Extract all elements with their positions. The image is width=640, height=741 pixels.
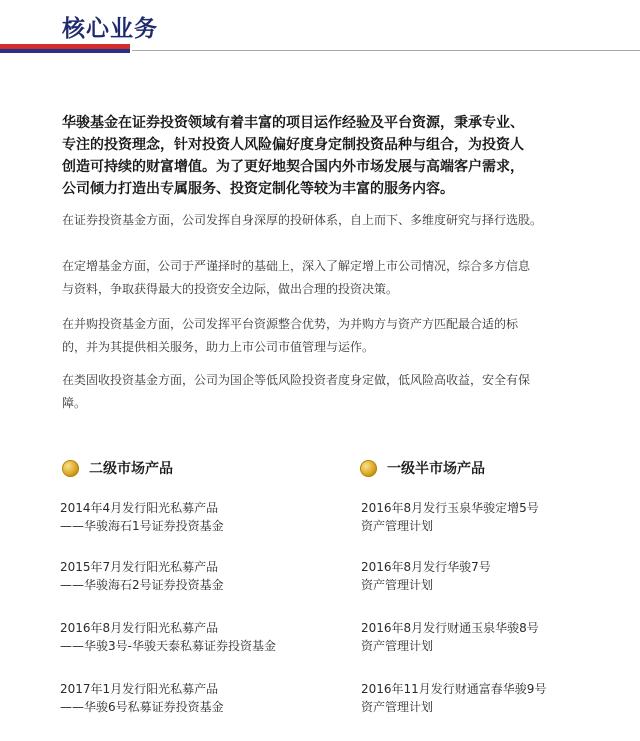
product-name-line: ——华骏3号-华骏天泰私募证券投资基金	[60, 639, 276, 653]
product-name-line: ——华骏海石1号证券投资基金	[60, 519, 224, 533]
intro-line: 公司倾力打造出专属服务、投资定制化等较为丰富的服务内容。	[62, 181, 454, 197]
semi-primary-market-heading-text: 一级半市场产品	[387, 461, 485, 477]
paragraph-fixed-income-fund	[62, 369, 592, 415]
paragraph-private-placement-fund	[62, 255, 592, 301]
page-title: 核心业务	[62, 16, 158, 42]
product-name-line: ——华骏6号私募证券投资基金	[60, 700, 224, 714]
secondary-product-item	[60, 680, 224, 716]
intro-line: 创造可持续的财富增值。为了更好地契合国内外市场发展与高端客户需求，	[62, 159, 524, 175]
product-name-line: 资产管理计划	[361, 578, 434, 592]
semi-primary-product-item	[361, 499, 539, 535]
paragraph-line: 在并购投资基金方面，公司发挥平台资源整合优势，为并购方与资产方匹配最合适的标	[62, 317, 519, 331]
semi-primary-product-item	[361, 558, 491, 594]
paragraph-line: 在证券投资基金方面，公司发挥自身深厚的投研体系，自上而下、多维度研究与择行选股。	[62, 213, 543, 227]
header-divider	[132, 50, 640, 51]
intro-line: 专注的投资理念，针对投资人风险偏好度身定制投资品种与组合，为投资人	[62, 137, 524, 153]
paragraph-line: 在类固收投资基金方面，公司为国企等低风险投资者度身定做，低风险高收益，安全有保	[62, 373, 531, 387]
secondary-product-item	[60, 499, 224, 535]
secondary-market-heading-text: 二级市场产品	[89, 461, 173, 477]
semi-primary-product-item	[361, 619, 539, 655]
product-issue-line: 2017年1月发行阳光私募产品	[60, 682, 219, 696]
product-name-line: 资产管理计划	[361, 519, 434, 533]
intro-line: 华骏基金在证券投资领域有着丰富的项目运作经验及平台资源，秉承专业、	[62, 115, 524, 131]
semi-primary-market-heading	[360, 458, 485, 478]
semi-primary-product-item	[361, 680, 546, 716]
product-name-line: 资产管理计划	[361, 700, 434, 714]
product-issue-line: 2016年11月发行财通富春华骏9号	[361, 682, 547, 696]
product-issue-line: 2016年8月发行财通玉泉华骏8号	[361, 621, 539, 635]
product-issue-line: 2015年7月发行阳光私募产品	[60, 560, 219, 574]
paragraph-line: 障。	[62, 396, 87, 410]
secondary-market-heading	[62, 458, 173, 478]
product-issue-line: 2016年8月发行华骏7号	[361, 560, 491, 574]
product-issue-line: 2016年8月发行玉泉华骏定增5号	[361, 501, 539, 515]
product-issue-line: 2014年4月发行阳光私募产品	[60, 501, 219, 515]
paragraph-line: 与资料，争取获得最大的投资安全边际，做出合理的投资决策。	[62, 282, 399, 296]
product-issue-line: 2016年8月发行阳光私募产品	[60, 621, 219, 635]
intro-paragraph	[62, 112, 592, 200]
paragraph-line: 的，并为其提供相关服务，助力上市公司市值管理与运作。	[62, 340, 375, 354]
product-name-line: 资产管理计划	[361, 639, 434, 653]
paragraph-line: 在定增基金方面，公司于严谨择时的基础上，深入了解定增上市公司情况，综合多方信息	[62, 259, 531, 273]
secondary-product-item	[60, 619, 276, 655]
gold-coin-icon	[360, 460, 377, 477]
accent-band-navy	[0, 49, 130, 53]
title-accent-band	[0, 44, 130, 54]
secondary-product-item	[60, 558, 224, 594]
gold-coin-icon	[62, 460, 79, 477]
paragraph-ma-fund	[62, 313, 592, 359]
product-name-line: ——华骏海石2号证券投资基金	[60, 578, 224, 592]
paragraph-securities-fund	[62, 209, 592, 232]
